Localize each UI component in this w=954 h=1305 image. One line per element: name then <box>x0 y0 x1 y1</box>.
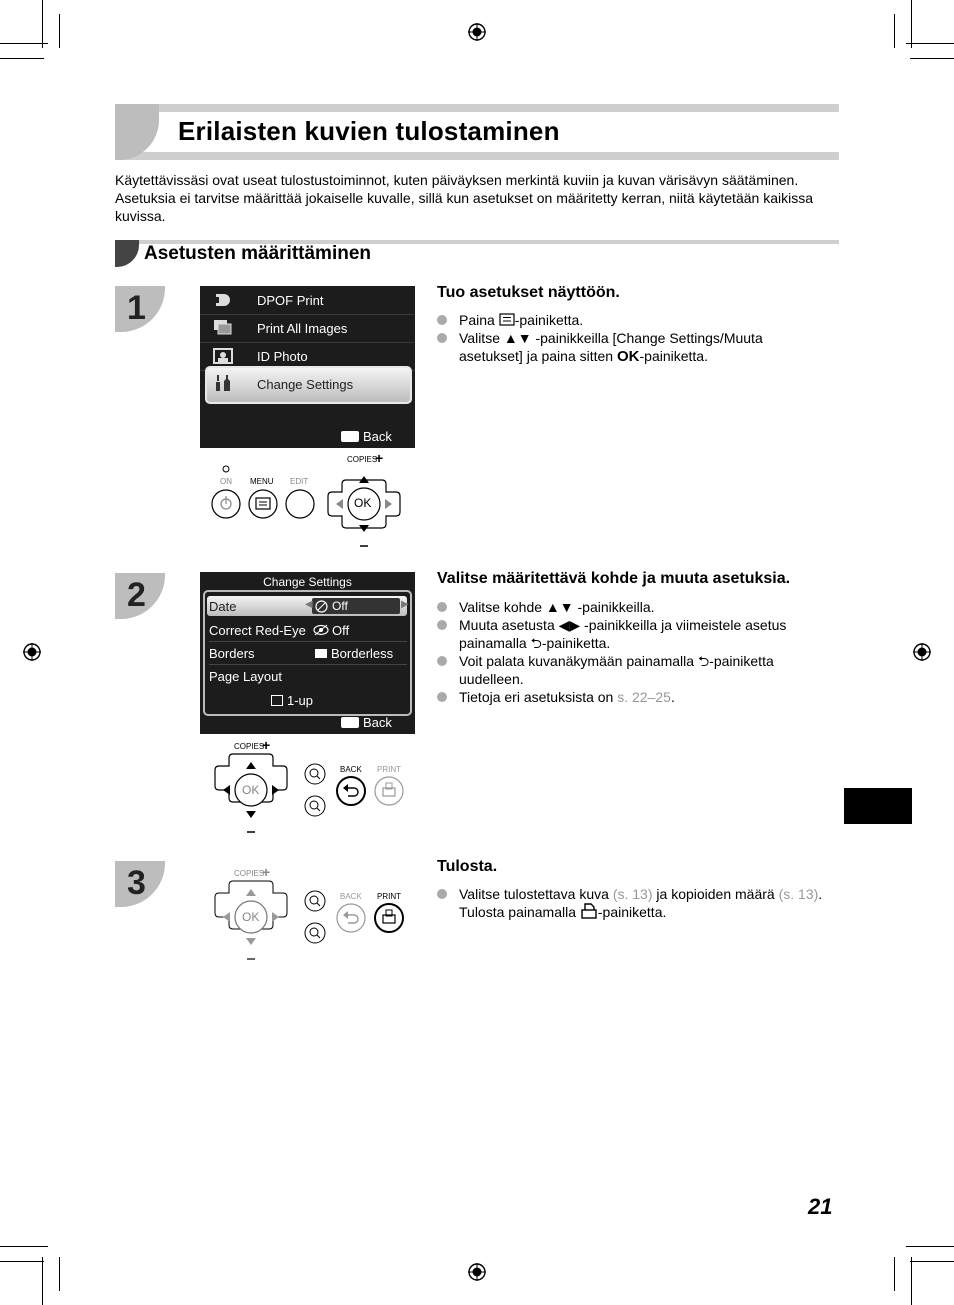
step2-bullets <box>437 598 827 706</box>
back-button[interactable]: Back <box>341 715 392 730</box>
crop-mark <box>911 1257 912 1305</box>
list-item: Valitse tulostettava kuva (s. 13) ja kopioiden määrä (s. 13). Tulosta painamalla -painiketta. <box>437 885 842 921</box>
copies-label: COPIES <box>234 742 265 751</box>
edit-label: EDIT <box>290 477 309 486</box>
back-arrow-icon <box>341 431 359 442</box>
id-photo-icon <box>213 347 233 365</box>
images-icon <box>213 319 233 337</box>
settings-row-page-layout[interactable]: Page Layout 1-up <box>209 669 314 708</box>
crop-mark <box>910 58 954 59</box>
menu-label: MENU <box>250 477 274 486</box>
left-arrow-icon: ◀ <box>305 599 313 610</box>
page-reference-link[interactable]: (s. 13) <box>778 886 819 902</box>
side-tab <box>844 788 912 824</box>
crop-mark <box>911 0 912 48</box>
up-down-arrows-icon: ▲▼ <box>545 599 574 615</box>
menu-button[interactable] <box>249 490 277 518</box>
step-number: 3 <box>115 861 165 907</box>
step-number: 1 <box>115 286 165 332</box>
crop-mark <box>59 14 60 48</box>
step1-heading: Tuo asetukset näyttöön. <box>437 284 620 301</box>
crop-mark <box>0 1246 48 1247</box>
print-icon <box>580 903 598 920</box>
edit-button[interactable] <box>286 490 314 518</box>
page-title: Erilaisten kuvien tulostaminen <box>178 116 560 146</box>
borderless-icon <box>315 649 327 658</box>
crop-mark <box>0 58 44 59</box>
on-button[interactable] <box>212 490 240 518</box>
back-hw-button[interactable] <box>337 904 365 932</box>
crop-mark <box>0 43 48 44</box>
menu-screen <box>200 286 415 448</box>
list-item: Muuta asetusta ◀▶ -painikkeilla ja viimeistele asetus painamalla ⮌-painiketta. <box>437 616 827 652</box>
ok-label: OK <box>242 783 260 797</box>
registration-mark <box>468 23 486 41</box>
crop-mark <box>42 1257 43 1305</box>
step2-heading: Valitse määritettävä kohde ja muuta asetuksia. <box>437 570 791 587</box>
date-icon <box>315 600 328 613</box>
print-button[interactable] <box>375 777 403 805</box>
list-item: Valitse ▲▼ -painikkeilla [Change Settings/Muuta asetukset] ja paina sitten OK-painiketta. <box>437 329 817 366</box>
list-item: Tietoja eri asetuksista on s. 22–25. <box>437 688 827 706</box>
back-icon: ⮌ <box>697 653 710 669</box>
settings-screen <box>200 572 415 734</box>
settings-row-red-eye[interactable]: Correct Red-Eye Off <box>209 619 407 642</box>
settings-row-borders[interactable]: Borders Borderless <box>209 642 407 665</box>
page-reference-link[interactable]: (s. 13) <box>612 886 653 902</box>
print-label: PRINT <box>377 765 401 774</box>
ok-label: OK <box>242 910 260 924</box>
crop-mark <box>0 1261 44 1262</box>
back-label: BACK <box>340 765 362 774</box>
step-number: 2 <box>115 573 165 619</box>
print-label: PRINT <box>377 892 401 901</box>
menu-button-icon <box>499 313 515 326</box>
title-band <box>115 104 839 160</box>
print-button[interactable] <box>375 904 403 932</box>
menu-item-id-photo[interactable]: ID Photo <box>200 342 415 371</box>
copies-plus: + <box>375 450 384 466</box>
step3-bullets <box>437 885 842 921</box>
crop-mark <box>894 14 895 48</box>
crop-mark <box>906 43 954 44</box>
tools-icon <box>213 374 233 392</box>
left-right-arrows-icon: ◀▶ <box>558 617 581 633</box>
copies-plus: + <box>262 864 271 880</box>
on-label: ON <box>220 477 232 486</box>
ok-label: OK <box>354 496 372 510</box>
back-button[interactable]: Back <box>341 429 392 444</box>
step3-heading: Tulosta. <box>437 858 498 875</box>
red-eye-icon <box>313 624 329 636</box>
registration-mark <box>913 643 931 661</box>
right-arrow-icon: ▶ <box>401 599 409 610</box>
registration-mark <box>23 643 41 661</box>
settings-row-date[interactable]: Date Off ◀ ▶ <box>207 596 407 616</box>
ok-button[interactable] <box>348 488 380 520</box>
up-down-arrows-icon: ▲▼ <box>503 330 532 346</box>
list-item: Voit palata kuvanäkymään painamalla ⮌-painiketta uudelleen. <box>437 652 827 688</box>
dpof-icon <box>213 291 233 309</box>
page-reference-link[interactable]: s. 22–25 <box>617 689 671 705</box>
back-label: BACK <box>340 892 362 901</box>
intro-text: Käytettävissäsi ovat useat tulostustoiminnot, kuten päiväyksen merkintä kuviin ja kuvan värisävyn säätäminen. Asetuksia ei tarvitse määrittää jokaiselle kuvalle, sillä kun asetukset on määritetty kerran, niitä käytetään kaikissa kuvissa. <box>115 172 813 224</box>
settings-title: Change Settings <box>263 575 352 589</box>
copies-plus: + <box>262 737 271 753</box>
menu-item-print-all-images[interactable]: Print All Images <box>200 314 415 343</box>
menu-item-dpof-print[interactable]: DPOF Print <box>200 286 415 315</box>
list-item: Paina -painiketta. <box>437 311 817 329</box>
back-hw-button[interactable] <box>337 777 365 805</box>
section-tab <box>115 240 139 267</box>
list-item: Valitse kohde ▲▼ -painikkeilla. <box>437 598 827 616</box>
copies-label: COPIES <box>347 455 378 464</box>
crop-mark <box>910 1261 954 1262</box>
crop-mark <box>42 0 43 48</box>
crop-mark <box>894 1257 895 1291</box>
copies-label: COPIES <box>234 869 265 878</box>
back-arrow-icon <box>341 717 359 728</box>
page-number: 21 <box>808 1194 833 1219</box>
layout-icon <box>271 695 283 706</box>
registration-mark <box>468 1263 486 1281</box>
menu-item-change-settings[interactable]: Change Settings <box>205 366 412 404</box>
crop-mark <box>906 1246 954 1247</box>
step1-bullets <box>437 311 817 366</box>
section-title: Asetusten määrittäminen <box>144 243 372 264</box>
back-icon: ⮌ <box>530 635 542 651</box>
crop-mark <box>59 1257 60 1291</box>
